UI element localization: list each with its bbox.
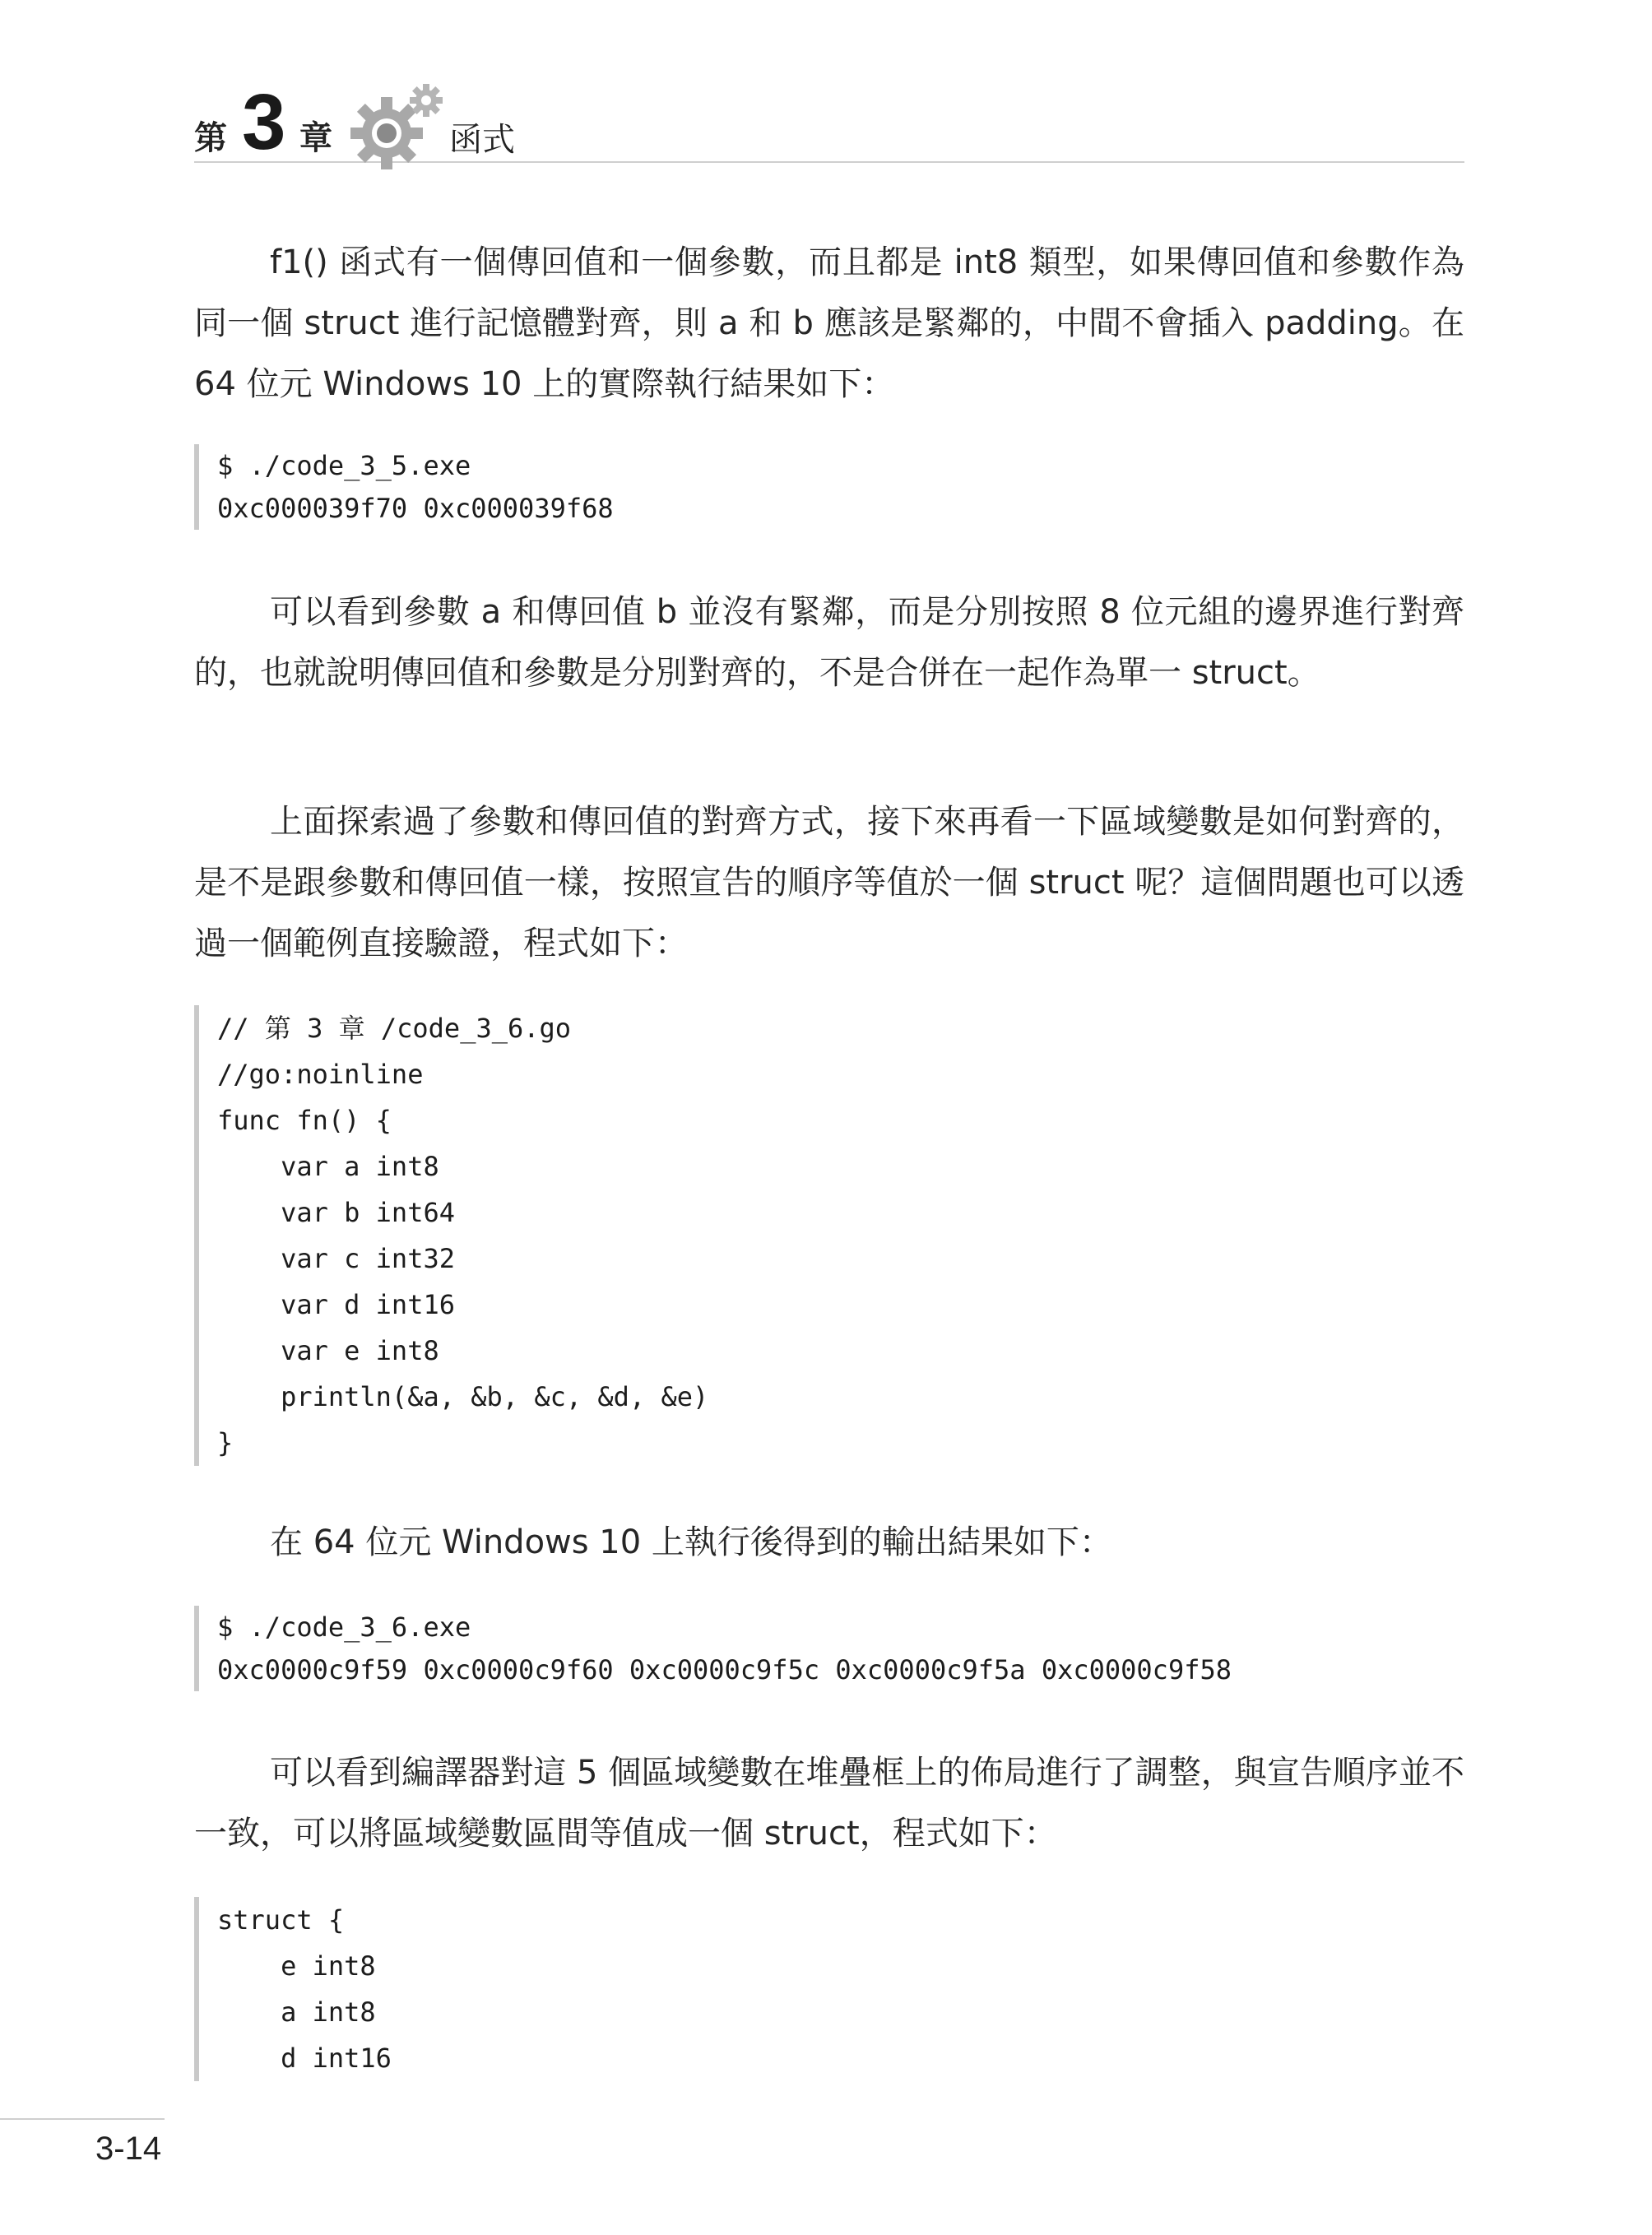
- code-line: 0xc0000c9f59 0xc0000c9f60 0xc0000c9f5c 0xc0000c9f5a 0xc0000c9f58: [217, 1654, 1232, 1686]
- page-number: 3-14: [95, 2131, 162, 2167]
- code-line: }: [217, 1427, 234, 1458]
- code-block-1: [194, 444, 1464, 530]
- paragraph-3: 上面探索過了參數和傳回值的對齊方式，接下來再看一下區域變數是如何對齊的，是不是跟參數和傳回值一樣，按照宣告的順序等值於一個 struct 呢？這個問題也可以透過一個範例直接驗證，程式如下：: [194, 803, 1464, 962]
- code-line: //go:noinline: [217, 1059, 424, 1090]
- chapter-suffix: 章: [299, 119, 332, 157]
- code-line: func fn() {: [217, 1105, 392, 1136]
- code-line: println(&a, &b, &c, &d, &e): [217, 1381, 709, 1412]
- code-line: d int16: [217, 2043, 392, 2074]
- code-line: 0xc000039f70 0xc000039f68: [217, 493, 614, 524]
- code-line: $ ./code_3_6.exe: [217, 1611, 471, 1643]
- code-line: var d int16: [217, 1289, 455, 1320]
- code-line: var a int8: [217, 1151, 439, 1182]
- code-line: $ ./code_3_5.exe: [217, 450, 471, 481]
- code-block-2: [194, 1005, 1464, 1466]
- code-line: e int8: [217, 1950, 376, 1982]
- paragraph-2: 可以看到參數 a 和傳回值 b 並沒有緊鄰，而是分別按照 8 位元組的邊界進行對齊的，也就說明傳回值和參數是分別對齊的，不是合併在一起作為單一 struct。: [194, 593, 1464, 692]
- chapter-header: [194, 78, 1464, 166]
- code-line: // 第 3 章 /code_3_6.go: [217, 1013, 572, 1044]
- footer-divider: [0, 2118, 165, 2120]
- chapter-number: 3: [242, 78, 286, 166]
- code-line: struct {: [217, 1904, 345, 1936]
- code-line: a int8: [217, 1996, 376, 2028]
- code-block-3: [194, 1606, 1464, 1691]
- code-line: var e int8: [217, 1335, 439, 1366]
- code-line: var c int32: [217, 1243, 455, 1274]
- paragraph-5: 可以看到編譯器對這 5 個區域變數在堆疊框上的佈局進行了調整，與宣告順序並不一致，可以將區域變數區間等值成一個 struct，程式如下：: [194, 1754, 1464, 1852]
- code-block-4: [194, 1897, 1464, 2081]
- paragraph-1: f1() 函式有一個傳回值和一個參數，而且都是 int8 類型，如果傳回值和參數作為同一個 struct 進行記憶體對齊，則 a 和 b 應該是緊鄰的，中間不會插入 padding。在 64 位元 Windows 10 上的實際執行結果如下：: [194, 243, 1464, 403]
- code-line: var b int64: [217, 1197, 455, 1228]
- gear-icon: [344, 82, 451, 173]
- chapter-prefix: 第: [194, 119, 227, 157]
- paragraph-4: 在 64 位元 Windows 10 上執行後得到的輸出結果如下：: [270, 1523, 1112, 1561]
- chapter-title: 函式: [449, 121, 515, 159]
